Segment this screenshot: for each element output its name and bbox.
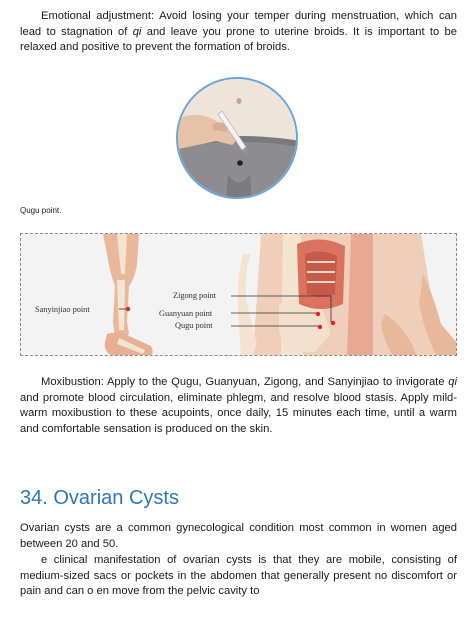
paragraph-text: and leave you prone to uterine broids. It is important to be relaxed and positive to prevent the formation of broids. xyxy=(20,25,458,54)
section-heading: 34. Ovarian Cysts xyxy=(20,487,179,509)
sanyinjiao-acupoint-marker xyxy=(126,307,130,311)
moxibustion-lead: Moxibustion: xyxy=(41,376,104,388)
moxibustion-paragraph xyxy=(20,375,457,437)
paragraph-text: Avoid losing your temper during menstruation, which can lead to stagnation of xyxy=(20,10,457,38)
abdomen-illustration xyxy=(178,79,298,199)
qi-term: qi xyxy=(132,25,142,38)
emotional-adjustment-lead: Emotional adjustment: xyxy=(41,10,155,22)
photo-caption: Qugu point. xyxy=(20,206,62,215)
leg-illustration xyxy=(103,234,153,356)
qi-term: qi xyxy=(448,376,457,388)
guanyuan-label: Guanyuan point xyxy=(159,309,213,318)
guanyuan-acupoint-marker xyxy=(316,312,320,316)
zigong-acupoint-marker xyxy=(331,321,335,325)
sanyinjiao-label: Sanyinjiao point xyxy=(35,305,90,314)
ovarian-cysts-intro-paragraph: Ovarian cysts are a common gynecological condition most common in women aged between 20 and 50. xyxy=(20,522,457,550)
clinical-manifestation-paragraph: e clinical manifestation of ovarian cysts is that they are mobile, consisting of medium-sized sacs or pockets in the abdomen that generally present no discomfort or pain and can o en move from the pelvic cavity to xyxy=(20,554,457,598)
paragraph-text: Apply to the Qugu, Guanyuan, Zigong, and Sanyinjiao to invigorate xyxy=(103,376,449,388)
zigong-label: Zigong point xyxy=(173,291,217,300)
qugu-label: Qugu point xyxy=(175,321,213,330)
emotional-adjustment-paragraph xyxy=(20,9,457,56)
qugu-acupoint-marker xyxy=(318,325,322,329)
paragraph-text: and promote blood circulation, eliminate phlegm, and resolve blood stasis. Apply mild-warm moxibustion to these acupoints, once daily, 15 minutes each time, until a warm and comfortable sensation is produced on the skin. xyxy=(20,391,457,435)
acupoint-figure xyxy=(20,233,457,356)
qugu-point-photo xyxy=(176,77,298,199)
acupoint-diagram xyxy=(21,234,457,356)
torso-illustration xyxy=(238,234,457,356)
